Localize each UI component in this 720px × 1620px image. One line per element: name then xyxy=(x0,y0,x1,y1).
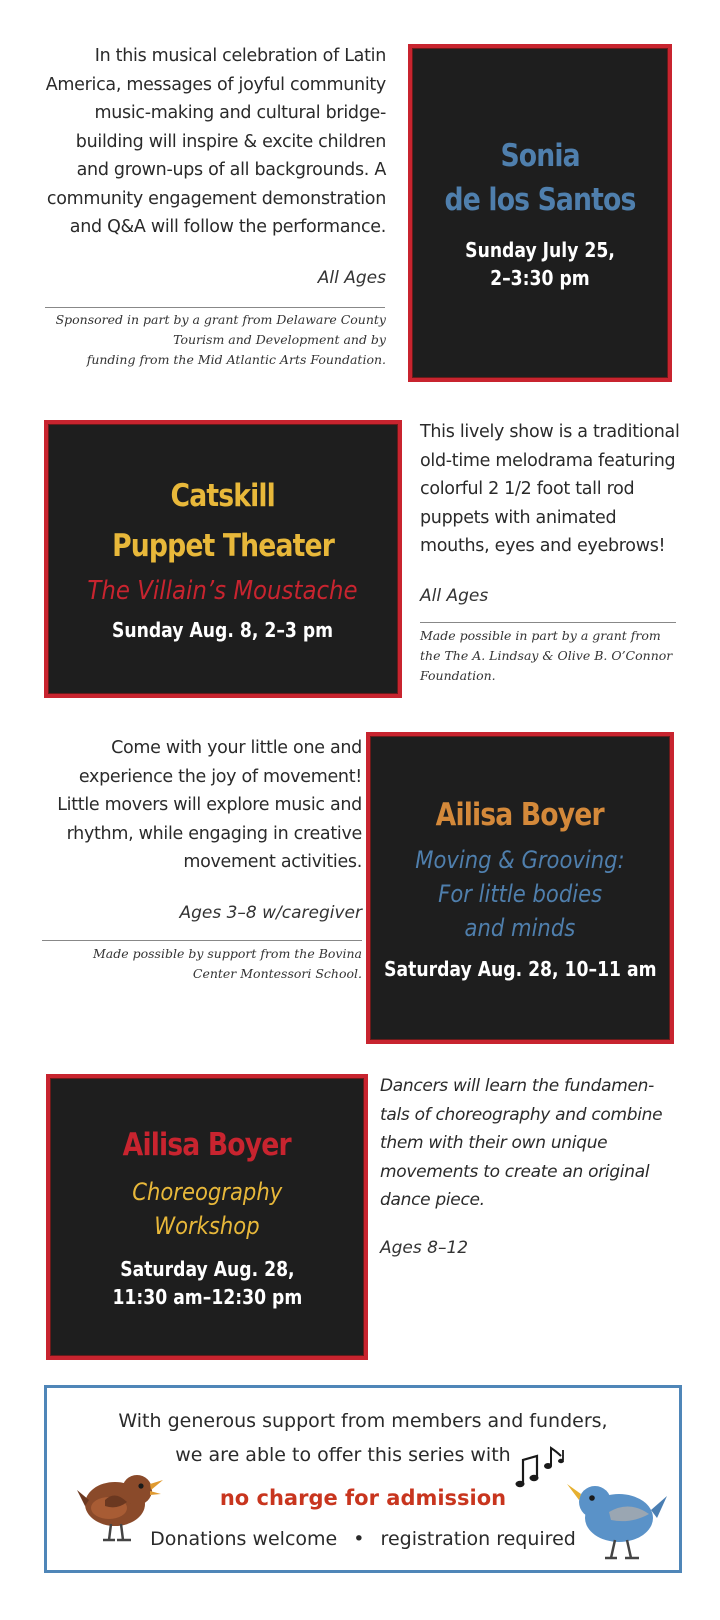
event-1-sponsor: Sponsored in part by a grant from Delaware County Tourism and Development and by funding from the Mid Atlantic Arts Foundation. xyxy=(55,312,386,367)
event-3-description: Come with your little one and experience the joy of movement! Little movers will explore music and rhythm, while engaging in creative movement activities. xyxy=(57,738,362,872)
event-1-title: Sonia xyxy=(500,138,580,174)
support-line-1: With generous support from members and funders, xyxy=(118,1410,608,1432)
event-1-date: Sunday July 25, xyxy=(465,238,615,262)
event-1-card xyxy=(408,44,672,382)
event-2-date: Sunday Aug. 8, 2–3 pm xyxy=(112,618,334,642)
event-4-description: Dancers will learn the fundamen- tals of choreography and combine them with their own unique movements to create an original dance piece. xyxy=(380,1076,663,1210)
event-4-subtitle-line-2: Workshop xyxy=(154,1212,260,1240)
event-2-sponsor: Made possible in part by a grant from the The A. Lindsay & Olive B. O’Connor Foundation. xyxy=(420,628,673,683)
event-1-divider xyxy=(45,307,385,308)
bird-brown-icon xyxy=(75,1460,171,1550)
event-2-ages: All Ages xyxy=(420,586,489,606)
event-1-title-line-2: de los Santos xyxy=(444,182,636,218)
event-2-description: This lively show is a traditional old-time melodrama featuring colorful 2 1/2 foot tall rod puppets with animated mouths, eyes and eyebrows! xyxy=(420,422,680,556)
support-line-2: we are able to offer this series with xyxy=(175,1444,511,1466)
event-1-time: 2–3:30 pm xyxy=(490,266,590,290)
event-4-title: Ailisa Boyer xyxy=(122,1127,292,1163)
event-4-subtitle: Choreography xyxy=(132,1178,282,1206)
event-3-subtitle-line-3: and minds xyxy=(464,914,576,942)
separator-dot: • xyxy=(353,1528,365,1550)
event-3-divider xyxy=(42,940,362,941)
event-1-description: In this musical celebration of Latin America, messages of joyful community music-making and cultural bridge- building will inspire & excite children and grown-ups of all backgrounds. A community engagement demonstration and Q&A will follow the performance. xyxy=(45,46,386,237)
event-3-subtitle-line-2: For little bodies xyxy=(438,880,602,908)
event-2-divider xyxy=(420,622,676,623)
event-3-sponsor: Made possible by support from the Bovina Center Montessori School. xyxy=(92,946,362,981)
event-3-card xyxy=(366,732,674,1044)
event-2-card xyxy=(44,420,402,698)
event-1-ages: All Ages xyxy=(317,268,386,288)
bird-blue-icon xyxy=(559,1466,669,1564)
event-3-title: Ailisa Boyer xyxy=(435,797,605,833)
event-2-subtitle: The Villain’s Moustache xyxy=(87,576,359,606)
event-3-subtitle: Moving & Grooving: xyxy=(415,846,625,874)
support-box xyxy=(44,1385,682,1573)
registration-text: registration required xyxy=(380,1528,576,1550)
donations-text: Donations welcome xyxy=(150,1528,338,1550)
no-charge-text: no charge for admission xyxy=(219,1486,507,1510)
event-3-date: Saturday Aug. 28, 10–11 am xyxy=(383,957,657,981)
event-4-card xyxy=(46,1074,368,1360)
event-4-date: Saturday Aug. 28, xyxy=(119,1257,295,1281)
event-2-title: Catskill xyxy=(170,478,276,514)
event-2-title-line-2: Puppet Theater xyxy=(112,528,334,564)
event-4-time: 11:30 am–12:30 pm xyxy=(112,1285,302,1309)
event-3-ages: Ages 3–8 w/caregiver xyxy=(179,903,362,923)
event-4-ages: Ages 8–12 xyxy=(380,1238,469,1258)
